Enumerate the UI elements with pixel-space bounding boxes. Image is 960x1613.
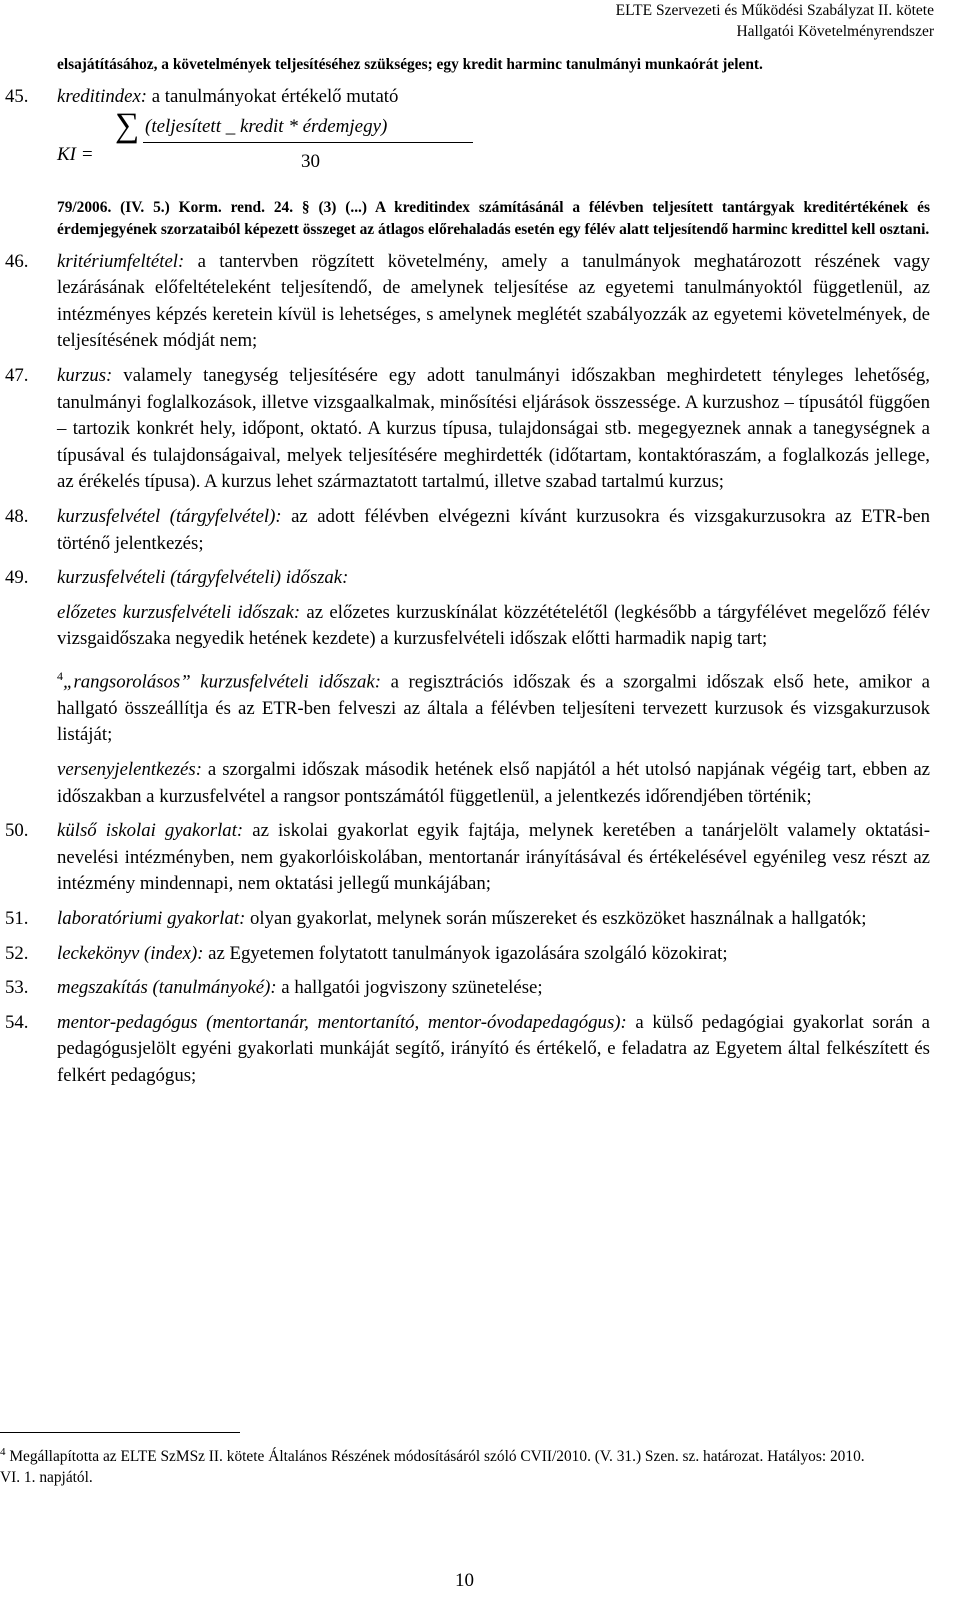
item-number: 47. xyxy=(5,364,29,386)
item-number: 46. xyxy=(5,250,29,272)
definition-item-47 xyxy=(5,363,930,496)
item-number: 52. xyxy=(5,942,29,964)
definition-item-45 xyxy=(5,84,930,111)
subitem-term: „rangsorolásos” kurzusfelvételi időszak: xyxy=(63,671,381,693)
sum-symbol: ∑ xyxy=(115,106,140,144)
item-text: a tantervben rögzített követelmény, amely a tanulmányok meghatározott részének vagy lezárásának előfeltételeként teljesítendő, de amelynek teljesítése az egyetemi tanulmányoktól függetlenül, az intézményes képzés keretein kívül is lehetséges, s amelynek meglétét szabályozzák az egyetemi követelmények, de teljesítésének módját nem; xyxy=(57,250,930,352)
item-term: mentor-pedagógus (mentortanár, mentortanító, mentor-óvodapedagógus): xyxy=(57,1011,627,1033)
item-number: 49. xyxy=(5,567,29,589)
definition-item-49 xyxy=(5,565,930,592)
definition-item-53 xyxy=(5,975,930,1002)
item-number: 53. xyxy=(5,977,29,999)
item-term: kreditindex: xyxy=(57,86,148,107)
subitem-text: az előzetes kurzuskínálat közzétételétől (legkésőbb a tárgyfélévet megelőző félév vizsgaidőszaka negyedik hetének kezdete) a kurzusfelvételi időszak előtti harmadik napig tart; xyxy=(57,601,930,650)
item-term: kurzusfelvételi (tárgyfelvételi) időszak: xyxy=(57,567,349,589)
formula-lhs: KI = xyxy=(57,143,94,165)
item-number: 54. xyxy=(5,1011,29,1033)
item-text: az iskolai gyakorlat egyik fajtája, melynek keretében a tanárjelölt valamely oktatási-nevelési intézményben, nem gyakorlóiskolában, mentortanár irányításával és értékelésével egyénileg vesz részt az intézmény mindennapi, nem oktatási jellegű munkájában; xyxy=(57,820,930,895)
item-term: megszakítás (tanulmányoké): xyxy=(57,977,277,999)
footnote-number: 4 xyxy=(0,1446,6,1458)
item-text: valamely tanegység teljesítésére egy adott tanulmányi időszakban meghirdetett tényleges lehetőség, tanulmányi foglalkozások, illetve vizsgaalkalmak, minősítési eljárások összessége. A kurzushoz – típusától függően – tartozik konkrét hely, időpont, oktató. A kurzus típusa, tulajdonságai stb. megegyeznek annak a tanegységnek a típusával és tulajdonságaival, melyek teljesítésére meghirdették (időtartam, kontaktóraszám, a foglalkozás jellege, az érékelés típusa). A kurzus lehet származtatott tartalmú, illetve szabad tartalmú kurzus; xyxy=(57,364,930,493)
running-header xyxy=(616,0,934,42)
subitem-elozetes xyxy=(57,600,930,653)
page-number: 10 xyxy=(455,1570,474,1591)
formula-denominator: 30 xyxy=(301,150,320,172)
item-text: az adott félévben elvégezni kívánt kurzusokra és vizsgakurzusokra az ETR-ben történő jelentkezés; xyxy=(57,505,930,554)
item-number: 50. xyxy=(5,820,29,842)
subitem-rangsorolasos xyxy=(57,663,930,749)
item-term: kurzusfelvétel (tárgyfelvétel): xyxy=(57,505,282,527)
footnote-separator xyxy=(0,1432,240,1433)
footnote-ref: 4 xyxy=(57,668,63,683)
item-text: a hallgatói jogviszony szünetelése; xyxy=(276,977,543,999)
subitem-versenyjelentkezes xyxy=(57,757,930,810)
definition-item-52 xyxy=(5,941,930,968)
subitem-text: a regisztrációs időszak és a szorgalmi időszak első hete, amikor a hallgató összeállítja és az ETR-ben felveszi az általa a félévben teljesíteni tervezett kurzusok és vizsgakurzusok listáját; xyxy=(57,671,930,746)
item-text: az Egyetemen folytatott tanulmányok igazolására szolgáló közokirat; xyxy=(203,942,728,964)
definition-item-51 xyxy=(5,906,930,933)
subitem-term: előzetes kurzusfelvételi időszak: xyxy=(57,601,301,623)
intro-paragraph: elsajátításához, a követelmények teljesítéséhez szükséges; egy kredit harminc tanulmányi munkaórát jelent. xyxy=(57,56,763,73)
fraction-bar xyxy=(143,142,473,143)
kreditindex-formula xyxy=(57,106,930,197)
item-text: olyan gyakorlat, melynek során műszereket és eszközöket használnak a hallgatók; xyxy=(245,907,867,929)
definition-item-50 xyxy=(5,818,930,898)
item-number: 51. xyxy=(5,907,29,929)
definition-item-46 xyxy=(5,249,930,355)
amendment-note: 79/2006. (IV. 5.) Korm. rend. 24. § (3) (...) A kreditindex számításánál a félévben teljesített tantárgyak kreditértékének és érdemjegyének szorzataiból képezett összeget az átlagos előrehaladás esetén egy félév alatt teljesítendő harminc kredittel kell osztani. xyxy=(57,198,930,238)
subitem-term: versenyjelentkezés: xyxy=(57,758,202,780)
item-text: a külső pedagógiai gyakorlat során a pedagógusjelölt egyéni gyakorlati munkáját segítő, irányító és értékelő, e feladatra az Egyetem által felkészített és felkért pedagógus; xyxy=(57,1011,930,1086)
definition-item-54 xyxy=(5,1010,930,1090)
item-term: leckekönyv (index): xyxy=(57,942,204,964)
item-term: kritériumfeltétel: xyxy=(57,250,185,272)
header-subtitle: Hallgatói Követelményrendszer xyxy=(736,23,934,40)
definition-item-48 xyxy=(5,504,930,557)
item-term: kurzus: xyxy=(57,364,113,386)
subitem-text: a szorgalmi időszak második hetének első napjától a hét utolsó napjának végéig tart, ebben az időszakban a kurzusfelvétel a rangsor pontszámától függetlenül, a jelentkezés időrendjében történik; xyxy=(57,758,930,807)
footnote xyxy=(0,1442,880,1488)
item-term: külső iskolai gyakorlat: xyxy=(57,820,244,842)
header-title: ELTE Szervezeti és Működési Szabályzat II. kötete xyxy=(615,2,934,19)
item-term: laboratóriumi gyakorlat: xyxy=(57,907,246,929)
item-text: a tanulmányokat értékelő mutató xyxy=(147,86,399,107)
formula-numerator: (teljesített _ kredit * érdemjegy) xyxy=(145,115,388,137)
footnote-text: Megállapította az ELTE SzMSz II. kötete Általános Részének módosításáról szóló CVII/2010. (V. 31.) Szen. sz. határozat. Hatályos: 2010. VI. 1. napjától. xyxy=(0,1448,865,1487)
item-number: 48. xyxy=(5,505,29,527)
item-number: 45. xyxy=(5,86,29,107)
page-body xyxy=(5,54,930,1089)
